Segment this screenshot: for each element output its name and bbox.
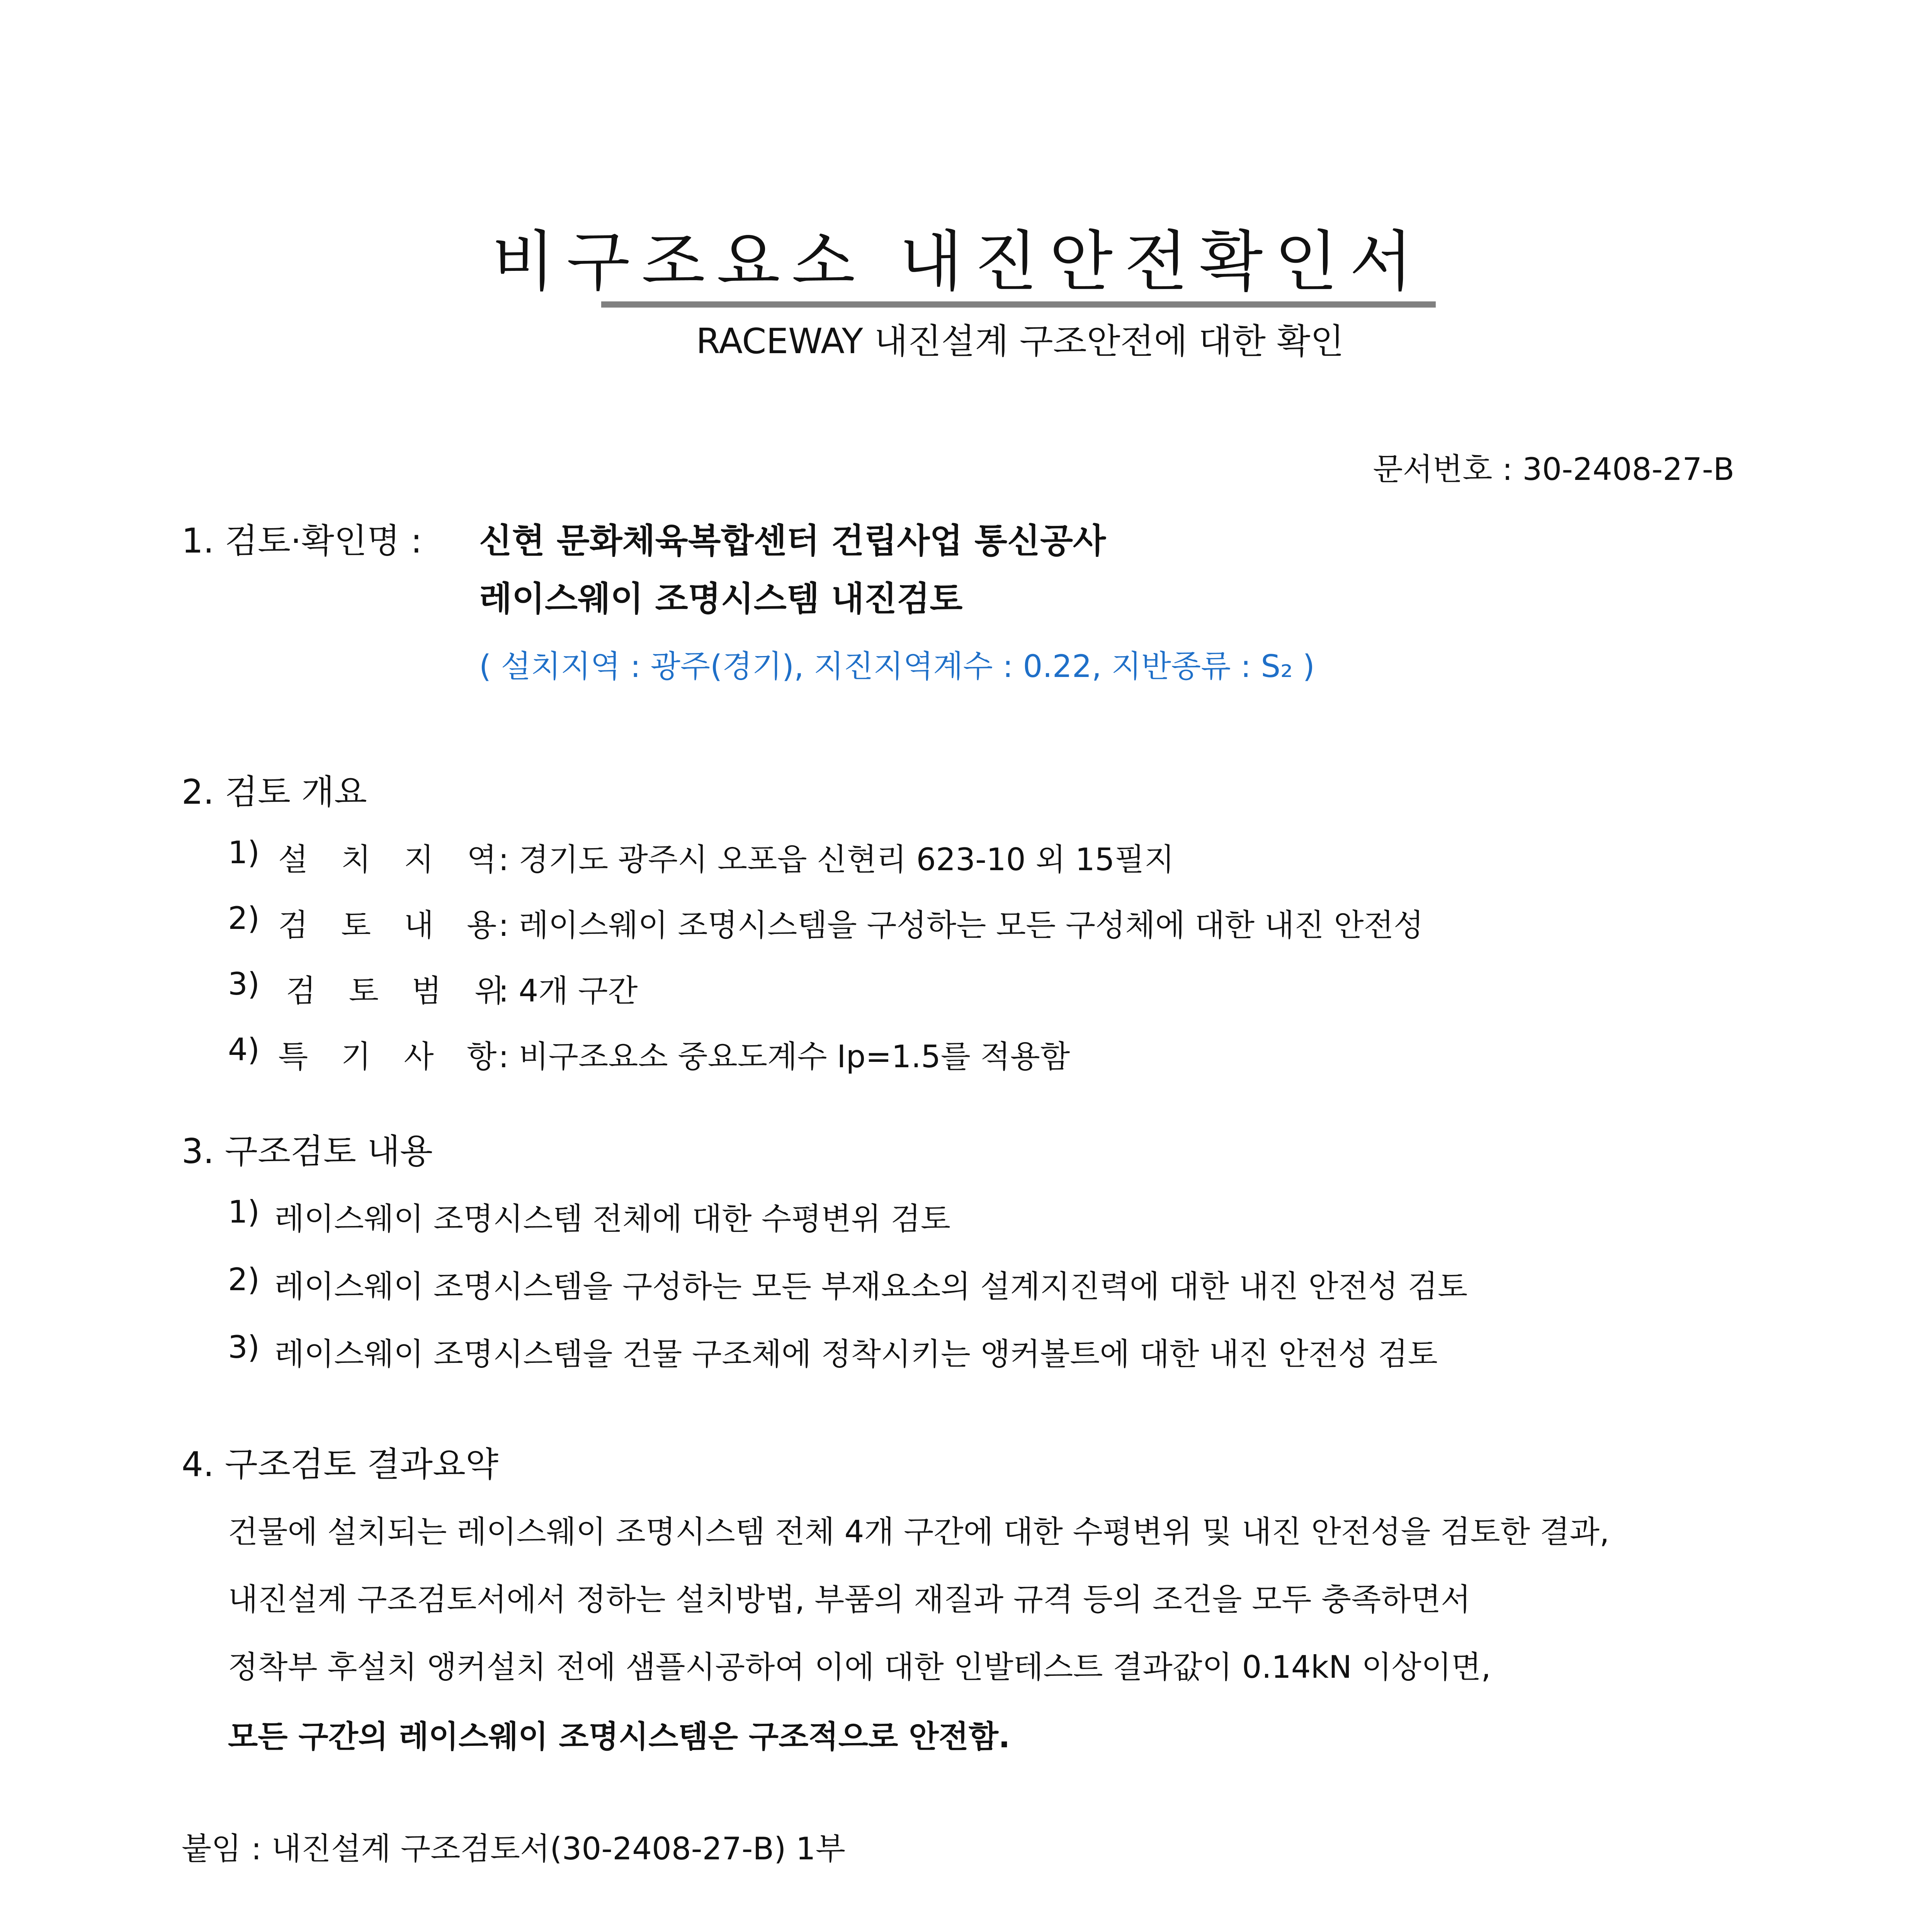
content-item-num: 1) bbox=[228, 1194, 260, 1230]
review-name-line2: 레이스웨이 조명시스템 내진검토 bbox=[479, 579, 963, 619]
overview-item-label: 검 토 내 용 bbox=[278, 907, 508, 943]
content-item-text: 레이스웨이 조명시스템을 건물 구조체에 정착시키는 앵커볼트에 대한 내진 안전성 검토 bbox=[274, 1336, 1438, 1372]
document-number: 문서번호 : 30-2408-27-B bbox=[1373, 451, 1734, 487]
overview-item-value: : 4개 구간 bbox=[498, 973, 638, 1009]
attachment-note: 붙임 : 내진설계 구조검토서(30-2408-27-B) 1부 bbox=[182, 1831, 846, 1867]
overview-item-num: 1) bbox=[228, 835, 260, 871]
overview-item-num: 2) bbox=[228, 900, 260, 936]
overview-item-label: 특 기 사 항 bbox=[278, 1039, 508, 1075]
overview-item-label: 검 토 범 위 bbox=[286, 973, 516, 1009]
site-condition: ( 설치지역 : 광주(경기), 지진지역계수 : 0.22, 지반종류 : S₂ ) bbox=[479, 648, 1315, 684]
overview-item-label: 설 치 지 역 bbox=[278, 842, 508, 878]
section3-heading: 3. 구조검토 내용 bbox=[182, 1131, 433, 1171]
result-conclusion: 모든 구간의 레이스웨이 조명시스템은 구조적으로 안전함. bbox=[228, 1719, 1010, 1755]
section1-heading: 1. 검토·확인명 : bbox=[182, 521, 422, 561]
content-item-num: 2) bbox=[228, 1262, 260, 1298]
overview-item-num: 4) bbox=[228, 1032, 260, 1068]
content-item-text: 레이스웨이 조명시스템 전체에 대한 수평변위 검토 bbox=[274, 1201, 951, 1237]
document-subtitle: RACEWAY 내진설계 구조안전에 대한 확인 bbox=[696, 321, 1344, 362]
content-item-text: 레이스웨이 조명시스템을 구성하는 모든 부재요소의 설계지진력에 대한 내진 안전성 검토 bbox=[274, 1269, 1468, 1304]
overview-item-num: 3) bbox=[228, 966, 260, 1002]
overview-item-value: : 레이스웨이 조명시스템을 구성하는 모든 구성체에 대한 내진 안전성 bbox=[498, 907, 1424, 943]
title-underline bbox=[601, 301, 1436, 308]
review-name-line1: 신현 문화체육복합센터 건립사업 통신공사 bbox=[479, 521, 1106, 561]
overview-item-value: : 비구조요소 중요도계수 Ip=1.5를 적용함 bbox=[498, 1039, 1070, 1075]
content-item-num: 3) bbox=[228, 1329, 260, 1365]
result-line: 내진설계 구조검토서에서 정하는 설치방법, 부품의 재질과 규격 등의 조건을 모두 충족하면서 bbox=[228, 1582, 1471, 1617]
result-line: 정착부 후설치 앵커설치 전에 샘플시공하여 이에 대한 인발테스트 결과값이 0.14kN 이상이면, bbox=[228, 1649, 1491, 1685]
document-title: 비구조요소 내진안전확인서 bbox=[491, 224, 1425, 300]
overview-item-value: : 경기도 광주시 오포읍 신현리 623-10 외 15필지 bbox=[498, 842, 1175, 878]
section2-heading: 2. 검토 개요 bbox=[182, 772, 367, 812]
section4-heading: 4. 구조검토 결과요약 bbox=[182, 1444, 498, 1484]
result-line: 건물에 설치되는 레이스웨이 조명시스템 전체 4개 구간에 대한 수평변위 및 내진 안전성을 검토한 결과, bbox=[228, 1514, 1610, 1550]
